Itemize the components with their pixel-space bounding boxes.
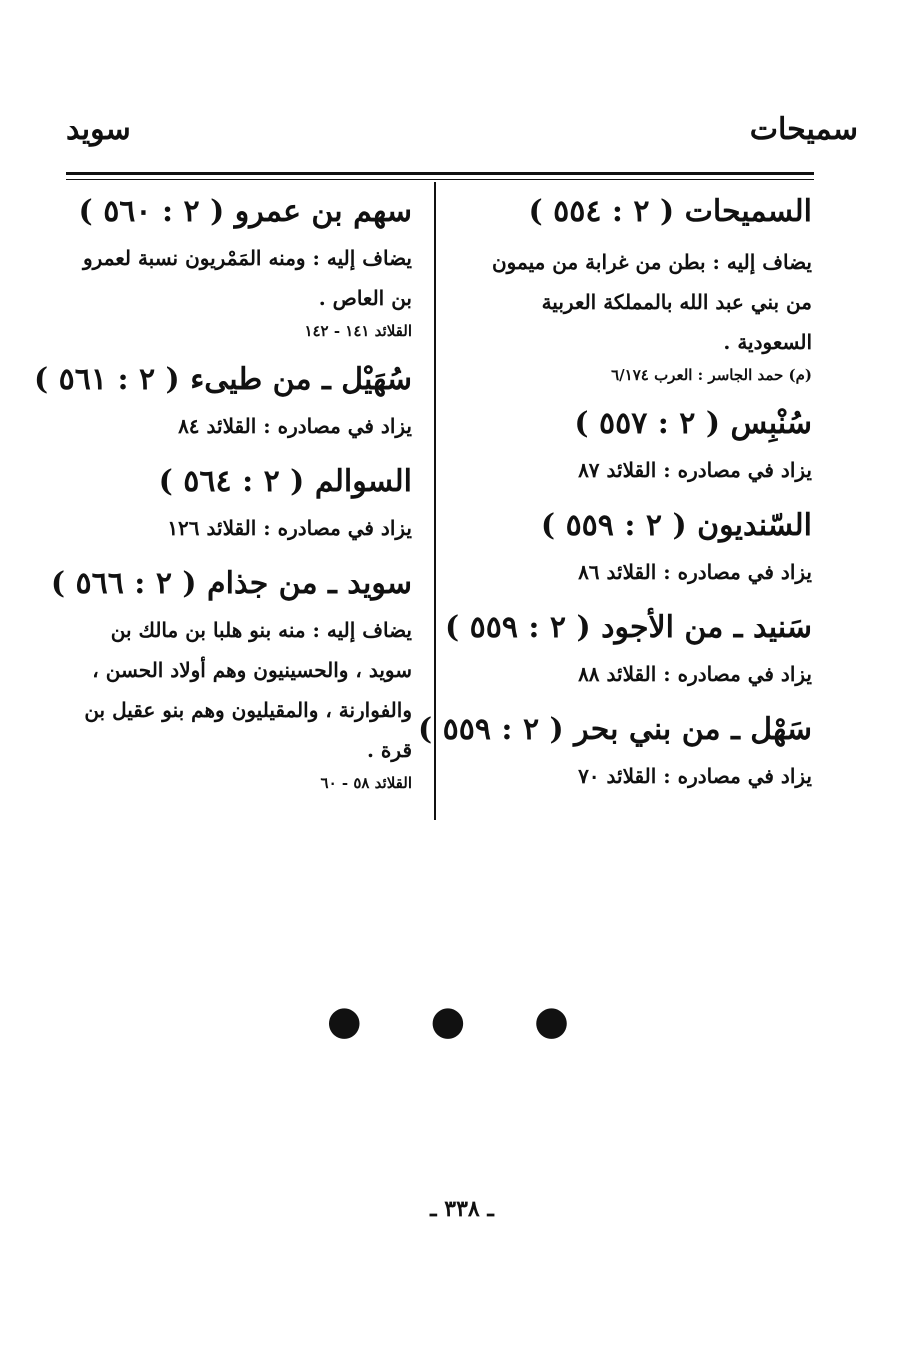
entry-alsawalim <box>76 456 412 548</box>
entry-sahl <box>418 704 812 796</box>
entry-heading: سَنيد ـ من الأجود ( ٢ : ٥٥٩ ) <box>444 610 812 645</box>
entry-sahm-ibn-amr <box>76 186 412 344</box>
entry-body: يزاد في مصادره : القلائد ١٢٦ <box>167 516 412 540</box>
entry-heading: سُهَيْل ـ من طيىء ( ٢ : ٥٦١ ) <box>34 362 412 397</box>
entry-heading: السوالم ( ٢ : ٥٦٤ ) <box>158 464 412 499</box>
entry-body: يزاد في مصادره : القلائد ٨٧ <box>578 458 812 482</box>
entry-heading: سهم بن عمرو ( ٢ : ٥٦٠ ) <box>78 194 412 229</box>
entry-body: يزاد في مصادره : القلائد ٧٠ <box>578 764 812 788</box>
entry-body: يزاد في مصادره : القلائد ٨٦ <box>578 560 812 584</box>
entry-source: القلائد ٥٨ - ٦٠ <box>320 774 412 792</box>
right-column <box>418 186 812 796</box>
header-rule-thick <box>66 172 814 175</box>
running-head-right: سميحات <box>749 112 858 147</box>
entry-sanid <box>444 602 812 694</box>
entry-body: يضاف إليه : منه بنو هلبا بن مالك بن سويد ، والحسينيون وهم أولاد الحسن ، والفوارنة ، والمقيليون وهم بنو عقيل بن قرة . <box>84 618 412 762</box>
entry-heading: سُنْبِس ( ٢ : ٥٥٧ ) <box>574 406 812 441</box>
entry-body: يزاد في مصادره : القلائد ٨٨ <box>578 662 812 686</box>
entry-heading: سويد ـ من جذام ( ٢ : ٥٦٦ ) <box>50 566 412 601</box>
running-head <box>66 112 858 160</box>
entry-body: يزاد في مصادره : القلائد ٨٤ <box>178 414 412 438</box>
page-number: ـ ٣٣٨ ـ <box>430 1196 494 1222</box>
entry-suwayd <box>50 558 412 796</box>
entry-heading: سَهْل ـ من بني بحر ( ٢ : ٥٥٩ ) <box>418 712 812 747</box>
entry-body: يضاف إليه : بطن من غرابة من ميمون من بني عبد الله بالمملكة العربية السعودية . <box>491 250 812 354</box>
entry-sunbis <box>460 398 812 490</box>
left-column <box>34 186 412 796</box>
entry-body: يضاف إليه : ومنه المَمْريون نسبة لعمرو بن العاص . <box>83 246 412 310</box>
entry-heading: السّنديون ( ٢ : ٥٥٩ ) <box>540 508 812 543</box>
entry-alsumayhat <box>460 186 812 388</box>
entry-heading: السميحات ( ٢ : ٥٥٤ ) <box>528 194 812 229</box>
header-rule-thin <box>66 179 814 180</box>
section-separator-dots: ● ● ● <box>326 998 598 1044</box>
entry-suhayl <box>34 354 412 446</box>
entry-source: القلائد ١٤١ - ١٤٢ <box>304 322 412 340</box>
entry-source: (م) حمد الجاسر : العرب ٦/١٧٤ <box>611 366 812 384</box>
running-head-left: سويد <box>66 112 131 147</box>
entry-alsanadiyun <box>460 500 812 592</box>
